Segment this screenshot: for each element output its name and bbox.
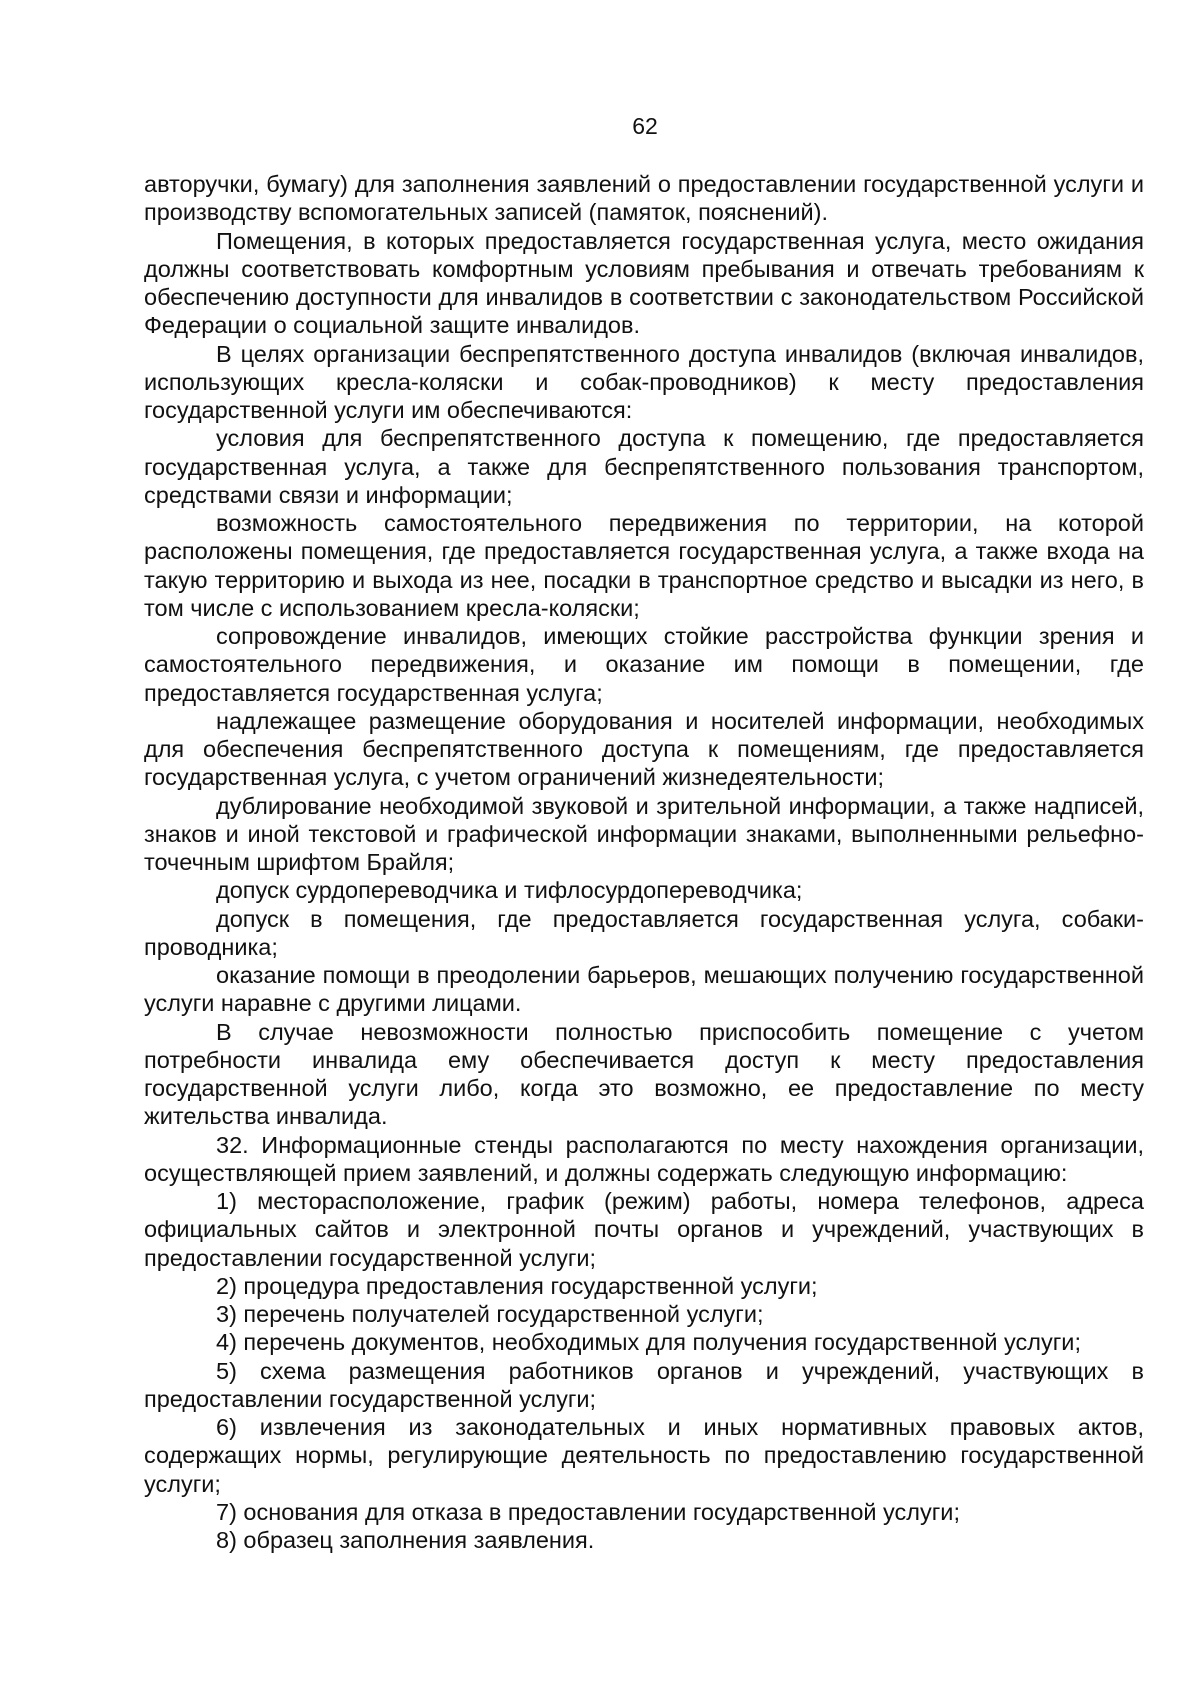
- paragraph-continuation: авторучки, бумагу) для заполнения заявлений о предоставлении государственной услуги и производству вспомогательных записей (памяток, пояснений).: [144, 171, 1144, 226]
- list-item-movement: возможность самостоятельного передвижения по территории, на которой расположены помещения, где предоставляется государственная услуга, а также входа на такую территорию и выхода из нее, посадки в транспортное средство и высадки из него, в том числе с использованием кресла-коляски;: [144, 510, 1144, 621]
- list-item-3: 3) перечень получателей государственной услуги;: [216, 1301, 764, 1327]
- list-item-7: 7) основания для отказа в предоставлении государственной услуги;: [216, 1498, 960, 1525]
- document-body: [144, 170, 1144, 1554]
- page-number: 62: [632, 113, 658, 139]
- list-item-barrier-help: оказание помощи в преодолении барьеров, мешающих получению государственной услуги наравне с другими лицами.: [144, 962, 1144, 1017]
- list-item-guide-dog: допуск в помещения, где предоставляется государственная услуга, собаки-проводника;: [144, 905, 1144, 960]
- list-item-escort: сопровождение инвалидов, имеющих стойкие расстройства функции зрения и самостоятельного передвижения, и оказание им помощи в помещении, где предоставляется государственная услуга;: [144, 623, 1144, 706]
- list-item-8: 8) образец заполнения заявления.: [216, 1527, 595, 1553]
- paragraph-accessibility-intro: В целях организации беспрепятственного доступа инвалидов (включая инвалидов, использующих кресла-коляски и собак-проводников) к месту предоставления государственной услуги им обеспечиваются:: [144, 340, 1144, 423]
- list-item-equipment-placement: надлежащее размещение оборудования и носителей информации, необходимых для обеспечения беспрепятственного доступа к помещениям, где предоставляется государственная услуга, с учетом ограничений жизнедеятельности;: [144, 707, 1144, 791]
- list-item-2: 2) процедура предоставления государственной услуги;: [216, 1272, 818, 1299]
- paragraph-premises-requirements: Помещения, в которых предоставляется государственная услуга, место ожидания должны соответствовать комфортным условиям пребывания и отвечать требованиям к обеспечению доступности для инвалидов в соответствии с законодательством Российской Федерации о социальной защите инвалидов.: [144, 227, 1144, 339]
- list-item-4: 4) перечень документов, необходимых для получения государственной услуги;: [216, 1329, 1081, 1356]
- list-item-1: 1) месторасположение, график (режим) работы, номера телефонов, адреса официальных сайтов и электронной почты органов и учреждений, участвующих в предоставлении государственной услуги;: [144, 1188, 1144, 1271]
- list-item-sign-interpreter: допуск сурдопереводчика и тифлосурдопереводчика;: [216, 877, 803, 904]
- paragraph-alternative-access: В случае невозможности полностью приспособить помещение с учетом потребности инвалида ему обеспечивается доступ к месту предоставления государственной услуги либо, когда это возможно, ее предоставление по месту жительства инвалида.: [144, 1018, 1144, 1130]
- list-item-braille-duplication: дублирование необходимой звуковой и зрительной информации, а также надписей, знаков и иной текстовой и графической информации знаками, выполненными рельефно-точечным шрифтом Брайля;: [144, 792, 1144, 875]
- list-item-5: 5) схема размещения работников органов и учреждений, участвующих в предоставлении государственной услуги;: [144, 1357, 1144, 1412]
- list-item-6: 6) извлечения из законодательных и иных нормативных правовых актов, содержащих нормы, регулирующие деятельность по предоставлению государственной услуги;: [144, 1414, 1144, 1497]
- list-item-access-conditions: условия для беспрепятственного доступа к помещению, где предоставляется государственная услуга, а также для беспрепятственного пользования транспортом, средствами связи и информации;: [144, 425, 1144, 508]
- paragraph-info-stands: 32. Информационные стенды располагаются по месту нахождения организации, осуществляющей прием заявлений, и должны содержать следующую информацию:: [144, 1131, 1144, 1186]
